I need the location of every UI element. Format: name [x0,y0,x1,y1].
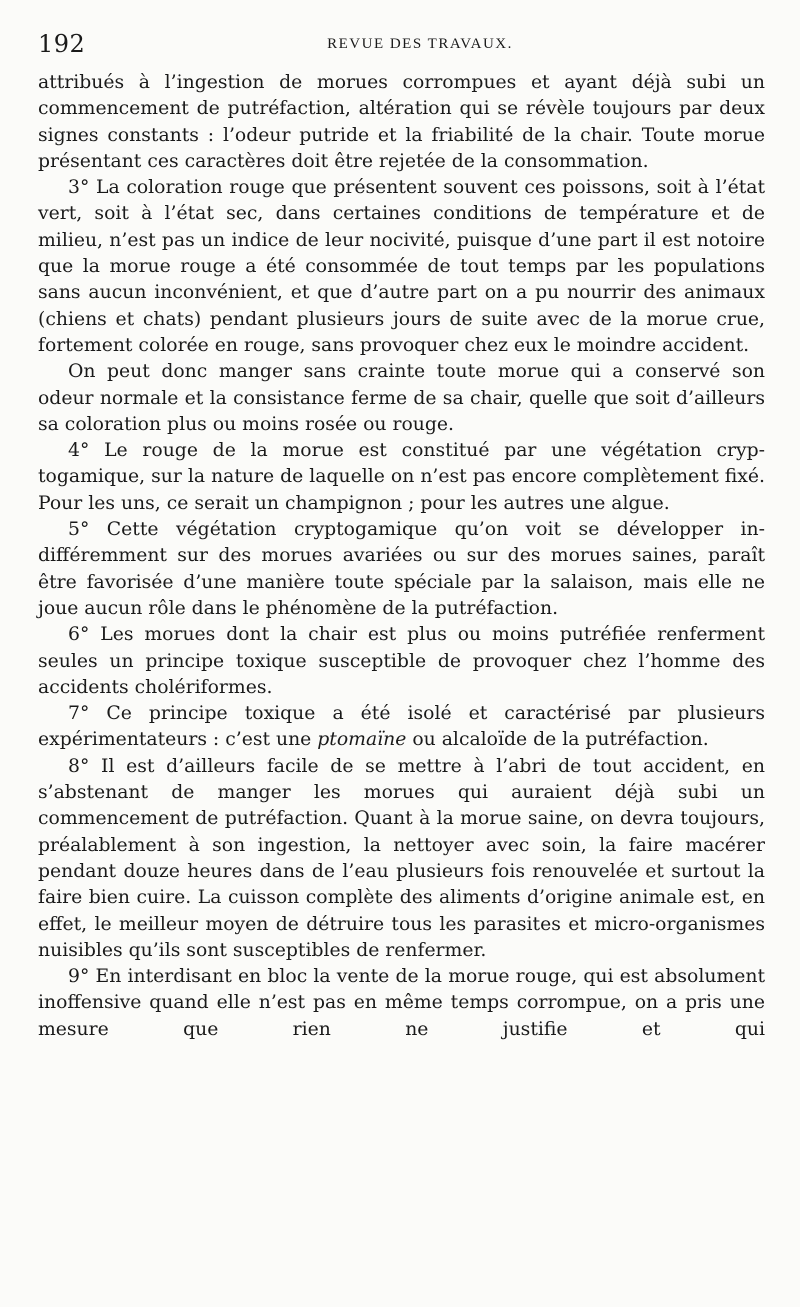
page-number: 192 [38,30,86,58]
paragraph-item-7 [38,701,765,754]
paragraph-item-6: 6° Les morues dont la chair est plus ou moins putréfiée renferment seules un principe toxique susceptible de provoquer chez l’homme des accidents cholériformes. [38,624,765,698]
italic-term-ptomaine: ptomaïne [317,729,407,751]
paragraph-item-4: 4° Le rouge de la morue est constitué par une végétation cryptogamique, sur la nature de laquelle on n’est pas encore complètement fixé. Pour les uns, ce serait un champignon ; pour les autres une algue. [38,440,765,514]
paragraph-item-9: 9° En interdisant en bloc la vente de la morue rouge, qui est absolument inoffensive quand elle n’est pas en même temps corrompue, on a pris une mesure que rien ne justifie et qui [38,966,765,1040]
paragraph-continuation: attribués à l’ingestion de morues corrompues et ayant déjà subi un commencement de putréfaction, altération qui se révèle toujours par deux signes constants : l’odeur putride et la friabilité de la chair. Toute morue présentant ces caractères doit être rejetée de la consommation. [38,72,765,172]
running-title: REVUE DES TRAVAUX. [327,36,513,52]
paragraph-item-8: 8° Il est d’ailleurs facile de se mettre à l’abri de tout accident, en s’abstenant de manger les morues qui auraient déjà subi un commencement de putréfaction. Quant à la morue saine, on devra toujours, préalablement à son ingestion, la nettoyer avec soin, la faire macérer pendant douze heures dans de l’eau plusieurs fois renouvelée et surtout la faire bien cuire. La cuisson complète des aliments d’origine animale est, en effet, le meilleur moyen de détruire tous les parasites et micro-organismes nuisibles qu’ils sont susceptibles de renfermer. [38,755,765,961]
page-header [38,30,762,60]
paragraph-item-5: 5° Cette végétation cryptogamique qu’on voit se développer indifféremment sur des morues avariées ou sur des morues saines, paraît être favorisée d’une manière toute spéciale par la salaison, mais elle ne joue aucun rôle dans le phénomène de la putréfaction. [38,519,765,619]
paragraph-item-3: 3° La coloration rouge que présentent souvent ces poissons, soit à l’état vert, soit à l’état sec, dans certaines conditions de température et de milieu, n’est pas un indice de leur nocivité, puisque d’une part il est notoire que la morue rouge a été consommée de tout temps par les populations sans aucun inconvénient, et que d’autre part on a pu nourrir des animaux (chiens et chats) pendant plusieurs jours de suite avec de la morue crue, fortement colorée en rouge, sans provoquer chez eux le moindre accident. [38,177,765,356]
paragraph-item-7-text-before: 7° Ce principe toxique a été isolé et caractérisé par plusieurs expérimentateurs : c’est une [38,703,765,751]
paragraph-conclusion: On peut donc manger sans crainte toute morue qui a conservé son odeur normale et la consistance ferme de sa chair, quelle que soit d’ailleurs sa coloration plus ou moins rosée ou rouge. [38,361,765,435]
paragraph-item-7-text-after: ou alcaloïde de la putréfaction. [406,729,709,751]
page-body [38,70,765,1043]
